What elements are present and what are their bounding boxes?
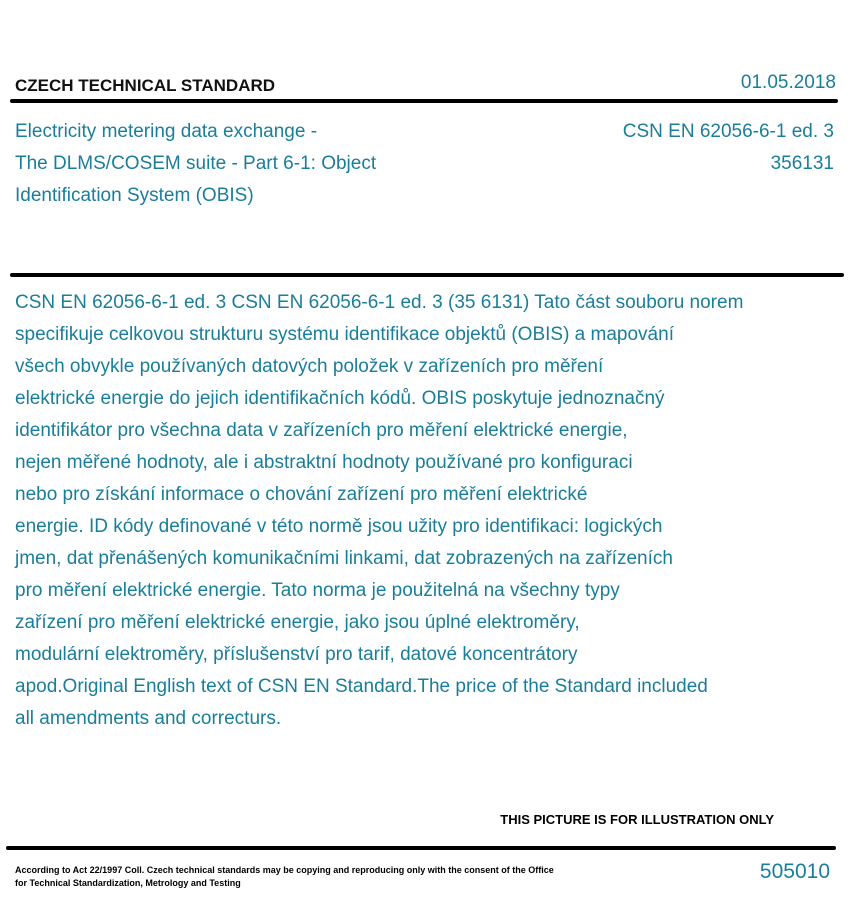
standard-number: CSN EN 62056-6-1 ed. 3 (622, 121, 834, 142)
abstract-line: energie. ID kódy definované v této normě jsou užity pro identifikaci: logických (15, 516, 663, 537)
footer-divider (6, 846, 836, 850)
publication-date: 01.05.2018 (740, 72, 836, 93)
title-line: The DLMS/COSEM suite - Part 6-1: Object (15, 153, 377, 174)
abstract-line: elektrické energie do jejich identifikačních kódů. OBIS poskytuje jednoznačný (15, 388, 665, 409)
abstract-line: nebo pro získání informace o chování zařízení pro měření elektrické (15, 484, 588, 505)
class-code: 356131 (770, 153, 834, 174)
abstract-line: identifikátor pro všechna data v zařízeních pro měření elektrické energie, (15, 420, 628, 441)
abstract-line: modulární elektroměry, příslušenství pro tarif, datové koncentrátory (15, 644, 578, 665)
header-label: CZECH TECHNICAL STANDARD (15, 76, 276, 95)
header-divider (10, 99, 838, 103)
title-divider (10, 273, 844, 277)
abstract-line: apod.Original English text of CSN EN Standard.The price of the Standard included (15, 676, 708, 697)
abstract-line: pro měření elektrické energie. Tato norma je použitelná na všechny typy (15, 580, 620, 601)
illustration-note: THIS PICTURE IS FOR ILLUSTRATION ONLY (500, 812, 774, 827)
abstract-text (15, 287, 855, 735)
abstract-line: nejen měřené hodnoty, ale i abstraktní hodnoty používané pro konfiguraci (15, 452, 633, 473)
title-line: Identification System (OBIS) (15, 185, 254, 206)
abstract-line: specifikuje celkovou strukturu systému identifikace objektů (OBIS) a mapování (15, 324, 674, 345)
abstract-line: CSN EN 62056-6-1 ed. 3 CSN EN 62056-6-1 ed. 3 (35 6131) Tato část souboru norem (15, 292, 744, 313)
abstract-line: all amendments and correcturs. (15, 708, 282, 729)
legal-note-line: According to Act 22/1997 Coll. Czech technical standards may be copying and reproducing only with the consent of the Office (15, 865, 554, 875)
abstract-line: všech obvykle používaných datových položek v zařízeních pro měření (15, 356, 604, 377)
legal-note (15, 864, 554, 890)
abstract-line: zařízení pro měření elektrické energie, jako jsou úplné elektroměry, (15, 612, 580, 633)
document-title (15, 116, 535, 212)
standard-identifier (623, 116, 834, 180)
footer-code: 505010 (759, 860, 830, 883)
title-line: Electricity metering data exchange - (15, 121, 318, 142)
legal-note-line: for Technical Standardization, Metrology and Testing (15, 878, 241, 888)
abstract-line: jmen, dat přenášených komunikačními linkami, dat zobrazených na zařízeních (15, 548, 673, 569)
